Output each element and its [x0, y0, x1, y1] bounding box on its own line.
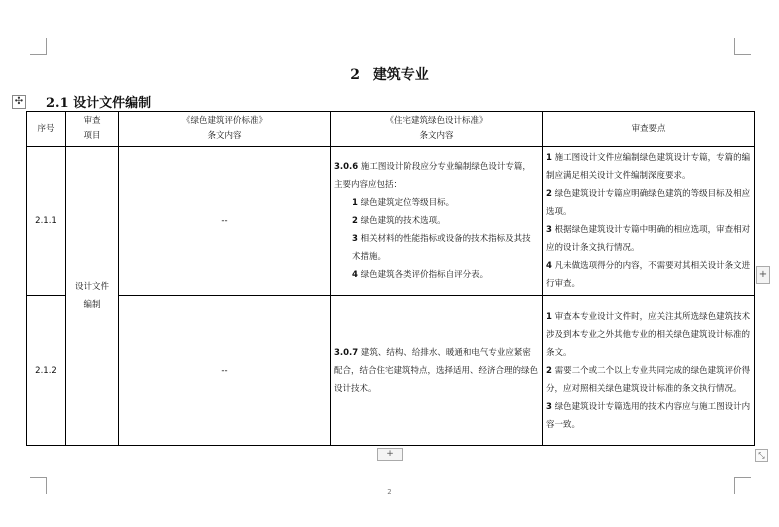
add-row-button[interactable]: +: [377, 448, 403, 461]
clause-item: 1 绿色建筑定位等级目标。: [352, 198, 455, 208]
clause-number: 3.0.7: [334, 347, 359, 358]
table-row: [27, 147, 755, 296]
item-name-line1: 设计文件: [74, 282, 109, 292]
chapter-number: 2: [350, 67, 360, 83]
chapter-heading: [0, 64, 779, 84]
table-move-handle-icon[interactable]: ✣: [12, 95, 26, 109]
add-column-button[interactable]: +: [756, 266, 770, 284]
header-green-eval-sub: 条文内容: [207, 131, 242, 141]
header-green-eval-title: 《绿色建筑评价标准》: [181, 116, 267, 126]
header-residential-sub: 条文内容: [419, 131, 454, 141]
clause-item: 3 相关材料的性能指标或设备的技术指标及其技术措施。: [352, 234, 531, 262]
table-header-row: [27, 112, 755, 147]
review-point: 1 审查本专业设计文件时，应关注其所选绿色建筑技术涉及到本专业之外其他专业的相关绿色建筑设计标准的条文。: [546, 311, 751, 358]
review-points-cell: [543, 147, 755, 296]
clause-number: 3.0.6: [334, 162, 359, 172]
item-name-cell: [66, 147, 119, 446]
table-resize-handle-icon[interactable]: ⤡: [755, 449, 768, 462]
header-item-line2: 项目: [83, 131, 101, 141]
review-point: 4 凡未做选项得分的内容，不需要对其相关设计条文进行审查。: [546, 261, 751, 289]
review-points-cell: [543, 296, 755, 446]
review-point: 2 绿色建筑设计专篇应明确绿色建筑的等级目标及相应选项。: [546, 189, 751, 217]
header-item-line1: 审查: [83, 116, 101, 126]
review-point: 3 绿色建筑设计专篇选用的技术内容应与施工图设计内容一致。: [546, 401, 751, 430]
item-name-line2: 编制: [83, 300, 101, 310]
table-row: [27, 296, 755, 446]
eval-content-cell: --: [119, 147, 331, 296]
clause-intro: 建筑、结构、给排水、暖通和电气专业应紧密配合，结合住宅建筑特点，选择适用、经济合理的绿色设计技术。: [334, 347, 539, 394]
header-seq: 序号: [27, 112, 66, 147]
page-corner-mark-top-left: [30, 38, 47, 55]
residential-content-cell: [331, 147, 543, 296]
review-point: 1 施工图设计文件应编制绿色建筑设计专篇，专篇的编制应满足相关设计文件编制深度要求。: [546, 153, 751, 181]
header-green-eval-standard: [119, 112, 331, 147]
clause-item: 2 绿色建筑的技术选项。: [352, 216, 446, 226]
row-seq: 2.1.1: [27, 147, 66, 296]
page-number: 2: [387, 488, 392, 496]
review-table: [26, 111, 755, 446]
clause-intro: 施工图设计阶段应分专业编制绿色设计专篇，主要内容应包括：: [334, 162, 531, 190]
eval-content-cell: --: [119, 296, 331, 446]
page-corner-mark-top-right: [734, 38, 751, 55]
header-review-points: 审查要点: [543, 112, 755, 147]
review-point: 2 需要二个或二个以上专业共同完成的绿色建筑评价得分，应对照相关绿色建筑设计标准的条文执行情况。: [546, 365, 751, 394]
section-heading: 2.1 设计文件编制: [46, 96, 152, 111]
header-residential-standard: [331, 112, 543, 147]
chapter-title: 建筑专业: [372, 67, 429, 83]
clause-item: 4 绿色建筑各类评价指标自评分表。: [352, 270, 489, 280]
header-residential-title: 《住宅建筑绿色设计标准》: [385, 116, 488, 126]
row-seq: 2.1.2: [27, 296, 66, 446]
review-point: 3 根据绿色建筑设计专篇中明确的相应选项，审查相对应的设计条文执行情况。: [546, 225, 751, 253]
header-item: [66, 112, 119, 147]
residential-content-cell: [331, 296, 543, 446]
